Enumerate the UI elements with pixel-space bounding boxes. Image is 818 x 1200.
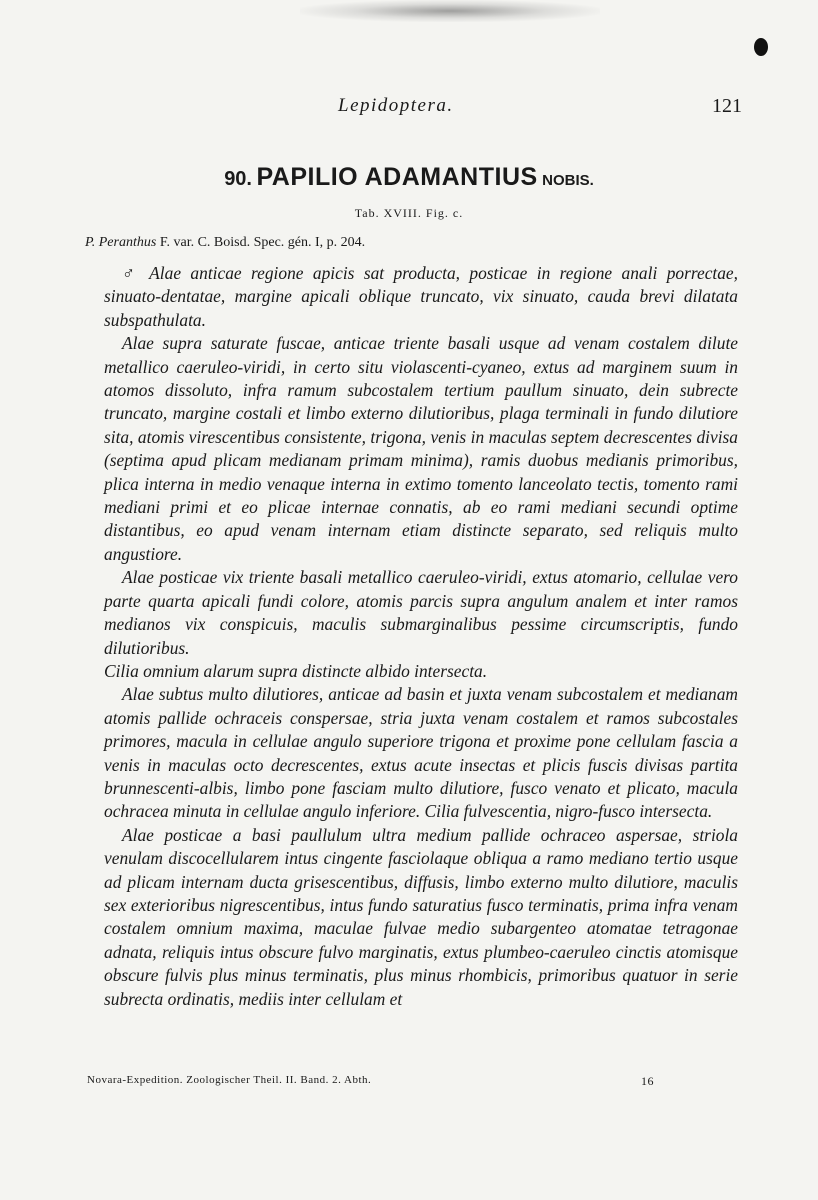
running-head bbox=[0, 95, 818, 123]
print-smudge bbox=[300, 0, 600, 22]
footer-signature: Novara-Expedition. Zoologischer Theil. II. Band. 2. Abth. bbox=[87, 1074, 372, 1086]
paragraph-cilia: Cilia omnium alarum supra distincte albido intersecta. bbox=[104, 660, 488, 681]
paragraph-hindwing-upperside: Alae posticae vix triente basali metallico caeruleo-viridi, extus atomario, cellulae vero parte quarta apicali fundi colore, atomis parcis supra angulum analem et inter ramos medianos vix conspicuis, maculis submarginalibus pessime circumscriptis, fundo dilutioribus. bbox=[104, 567, 738, 658]
synonym-name: P. Peranthus bbox=[85, 235, 157, 250]
species-number: 90. bbox=[224, 168, 252, 190]
paragraph-hindwing-underside: Alae posticae a basi paullulum ultra medium pallide ochraceo aspersae, striola venulam discocellularem intus cingente fasciolaque obliqua a ramo mediano tertio usque ad plicam internam ducta grisescentibus, diffusis, limbo externo multo dilutiore, maculis sex exterioribus nigrescentibus, intus fundo saturatius fusco terminatis, prima infra venam costalem omnium maxima, maculae fulvae medio subargenteo atomatae tetragonae adnata, reliquis intus obscure fulvo marginatis, extus plumbeo-caeruleo cinctis atomisque obscure fulvis plus minus terminatis, plus minus rhombicis, primoribus quatuor in serie subrecta ordinatis, mediis inter cellulam et bbox=[104, 824, 738, 1009]
running-head-title: Lepidoptera. bbox=[338, 95, 454, 116]
description-body bbox=[104, 262, 738, 1011]
paragraph-male-diagnosis: ♂ Alae anticae regione apicis sat producta, posticae in regione anali porrectae, sinuato-dentatae, margine apicali oblique truncato, vix sinuato, cauda brevi dilatata subspathulata. bbox=[104, 263, 738, 330]
paragraph-forewing-upperside: Alae supra saturate fuscae, anticae triente basali usque ad venam costalem dilute metallico caeruleo-viridi, in certo situ violascenti-cyaneo, extus ad marginem suum in atomos dissoluto, infra ramum subcostalem tertium paullum sinuato, dein subrecte truncato, margine costali et limbo externo dilutioribus, plaga terminali in fundo dilutiore sita, atomis virescentibus consistente, trigona, venis in maculas septem decrescentes divisa (septima apud plicam medianam primam minima), ramis duobus medianis primoribus, plica interna in medio venaque interna in extimo tomento lanceolato tectis, tomento rami mediani primi et eo plicae internae connatis, ab eo rami mediani secundi optime distantibus, eo apud venam internam etiam distincte separato, sed reliquis multo angustiore. bbox=[104, 333, 738, 564]
synonym-line bbox=[85, 235, 365, 251]
species-author: NOBIS. bbox=[542, 172, 594, 189]
species-name: PAPILIO ADAMANTIUS bbox=[256, 163, 538, 191]
species-heading bbox=[0, 163, 818, 192]
footer-sheet-number: 16 bbox=[641, 1074, 654, 1088]
paragraph-forewing-underside: Alae subtus multo dilutiores, anticae ad basin et juxta venam subcostalem et medianam atomis pallide ochraceis conspersae, stria juxta venam costalem et ramos subcostales primores, macula in cellulae angulo superiore trigona et proxime pone cellulam fascia a venis in maculas octo decrescentes, extus acute insectas et plicis fuscis divisas partita brunnescenti-albis, limbo pone fasciam multo dilutiore, fusco venato et plicato, macula ochracea minuta in cellulae angulo inferiore. Cilia fulvescentia, nigro-fusco intersecta. bbox=[104, 684, 738, 822]
plate-reference: Tab. XVIII. Fig. c. bbox=[354, 206, 464, 220]
ink-spot bbox=[754, 38, 768, 56]
page-number: 121 bbox=[712, 95, 742, 117]
synonym-citation: F. var. C. Boisd. Spec. gén. I, p. 204. bbox=[159, 235, 366, 250]
